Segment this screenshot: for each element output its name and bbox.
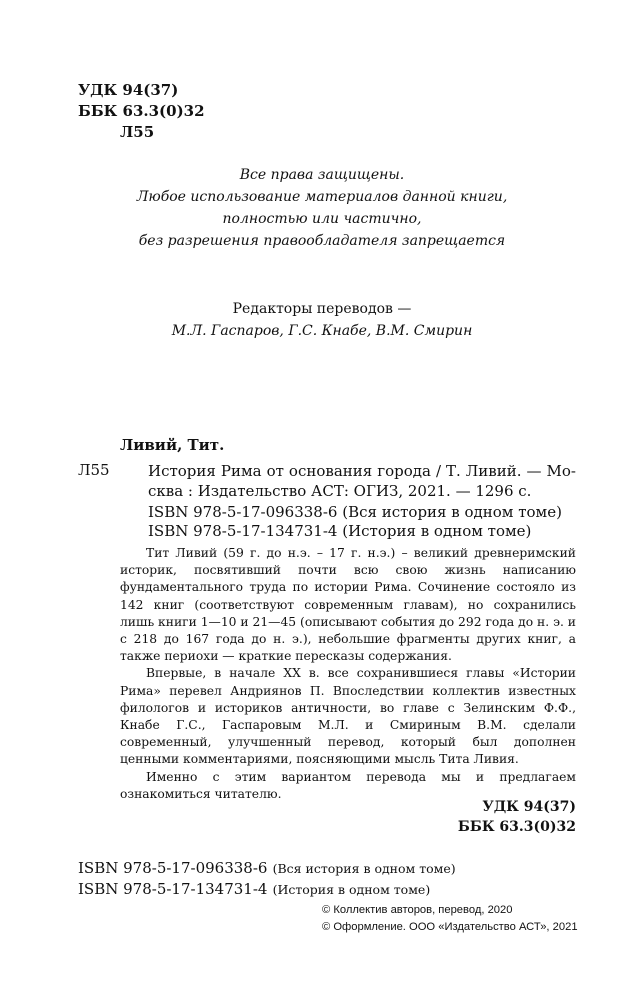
rights-line: Любое использование материалов данной книги, <box>136 189 508 205</box>
bottom-isbns <box>78 858 456 900</box>
isbn-row <box>78 858 456 879</box>
isbn-row <box>78 879 456 900</box>
copyright-line: © Оформление. ООО «Издательство АСТ», 2021 <box>322 921 578 933</box>
isbn-note: (История в одном томе) <box>272 882 431 897</box>
editors-label: Редакторы переводов — <box>232 301 412 317</box>
description-line: История Рима от основания города / Т. Ливий. — Мо- <box>148 462 576 480</box>
annotation <box>120 545 576 803</box>
annotation-paragraph: Именно с этим вариантом перевода мы и предлагаем ознакомиться читателю. <box>120 769 576 801</box>
copyright-line: © Коллектив авторов, перевод, 2020 <box>322 904 513 916</box>
catalog-author: Ливий, Тит. <box>120 436 225 454</box>
isbn-line: ISBN 978-5-17-096338-6 (Вся история в одном томе) <box>148 503 562 521</box>
editors-names: М.Л. Гаспаров, Г.С. Кнабе, В.М. Смирин <box>171 323 473 339</box>
catalog-codes <box>458 797 576 837</box>
catalog-isbns <box>148 503 562 541</box>
rights-line: без разрешения правообладателя запрещается <box>138 233 506 249</box>
isbn-line: ISBN 978-5-17-134731-4 (История в одном томе) <box>148 522 532 540</box>
catalog-sign: Л55 <box>78 461 110 479</box>
rights-notice <box>0 164 644 252</box>
isbn-number: ISBN 978-5-17-096338-6 <box>78 859 268 877</box>
rights-line: полностью или частично, <box>222 211 422 227</box>
annotation-paragraph: Тит Ливий (59 г. до н.э. – 17 г. н.э.) – великий древнеримский историк, посвятивший почти всю свою жизнь написанию фундаментального труда по истории Рима. Сочинение состояло из 142 книг (соответствуют современным главам), но сохранились лишь книги 1—10 и 21—45 (описывают события до 292 года до н. э. и с 218 до 167 года до н. э.), небольшие фрагменты других книг, а также периохи — краткие пересказы содержания. <box>120 546 576 664</box>
isbn-note: (Вся история в одном томе) <box>272 861 456 876</box>
translation-editors <box>0 298 644 342</box>
annotation-paragraph: Впервые, в начале XX в. все сохранившиеся главы «Истории Рима» перевел Андриянов П. Впоследствии коллектив известных филологов и историков античности, во главе с Зелинским Ф.Ф., Кнабе Г.С., Гаспаровым М.Л. и Смириным В.М. сделали современный, улучшенный перевод, который был дополнен ценными комментариями, поясняющими мысль Тита Ливия. <box>120 666 576 767</box>
classification-codes <box>78 80 205 143</box>
udk-code: УДК 94(37) <box>78 81 179 99</box>
copyright-notice <box>322 902 578 936</box>
catalog-udk: УДК 94(37) <box>482 799 576 815</box>
bbk-code: ББК 63.3(0)32 <box>78 102 205 120</box>
description-line: сква : Издательство АСТ: ОГИЗ, 2021. — 1296 с. <box>148 482 532 500</box>
rights-line: Все права защищены. <box>239 167 405 183</box>
author-sign: Л55 <box>120 123 155 141</box>
catalog-bbk: ББК 63.3(0)32 <box>457 819 576 835</box>
catalog-description <box>148 461 576 501</box>
isbn-number: ISBN 978-5-17-134731-4 <box>78 880 268 898</box>
